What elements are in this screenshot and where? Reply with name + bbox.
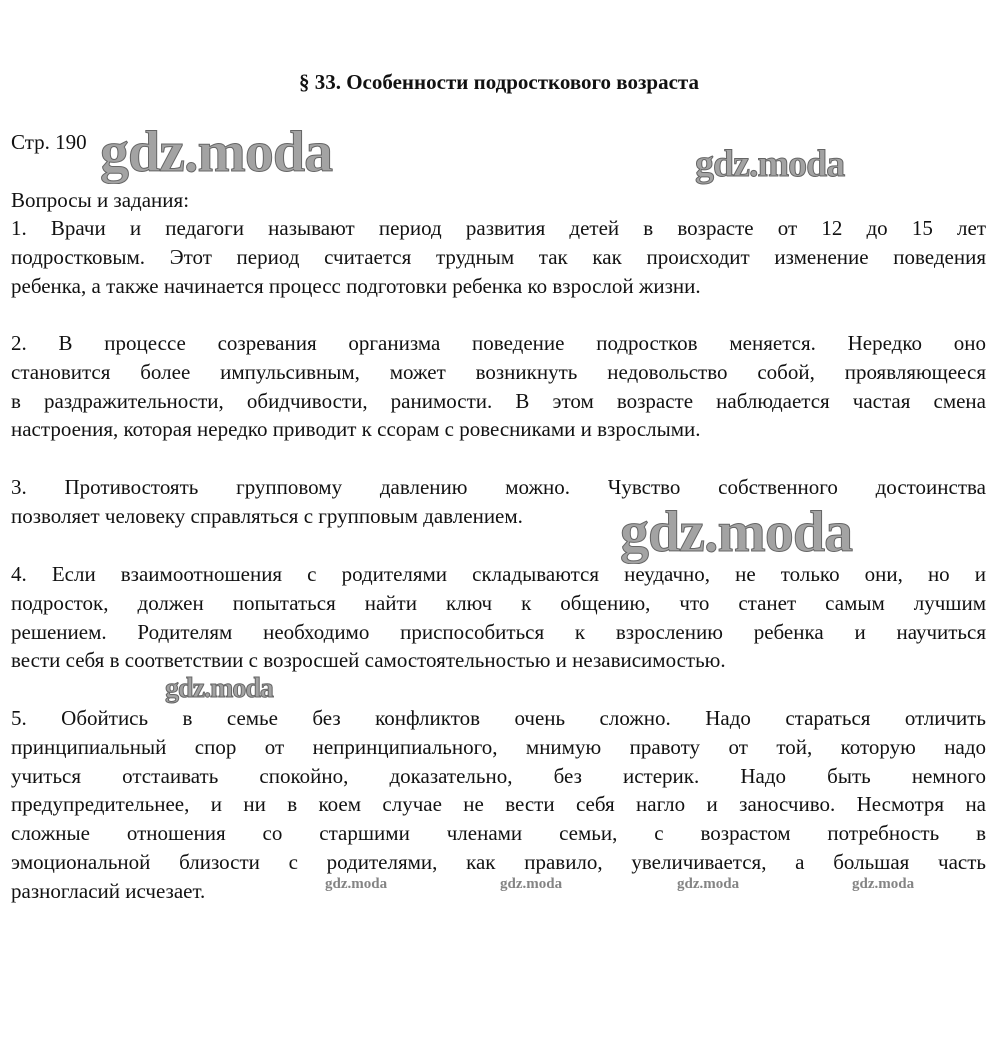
answer-5-line: эмоциональной близости с родителями, как правило, увеличивается, а большая часть [11,850,986,874]
answer-4-line: подросток, должен попытаться найти ключ к общению, что станет самым лучшим [11,590,986,615]
page-reference: Стр. 190 [11,130,87,154]
answer-1-line: 1. Врачи и педагоги называют период развития детей в возрасте от 12 до 15 лет [11,216,986,240]
answer-1-line: подростковым. Этот период считается трудным так как происходит изменение поведения [11,244,986,269]
answer-5-line: учиться отстаивать спокойно, доказательно, без истерик. Надо быть немного [11,763,986,788]
watermark: gdz.moda [695,143,845,185]
answer-3-line: позволяет человеку справляться с групповым давлением. [11,503,523,528]
answer-3-line: 3. Противостоять групповому давлению можно. Чувство собственного достоинства [11,475,986,499]
answer-5-line: сложные отношения со старшими членами семьи, с возрастом потребность в [11,821,986,846]
watermark: gdz.moda [677,876,740,892]
watermark: gdz.moda [325,876,388,892]
watermark: gdz.moda [620,499,853,564]
answer-4-line: 4. Если взаимоотношения с родителями складываются неудачно, не только они, но и [11,562,986,586]
answer-2-line: становится более импульсивным, может возникнуть недовольство собой, проявляющееся [11,359,986,384]
answer-2-line: 2. В процессе созревания организма поведение подростков меняется. Нередко оно [11,331,986,355]
page-title: § 33. Особенности подросткового возраста [298,70,700,94]
watermark: gdz.moda [100,119,333,184]
watermark: gdz.moda [165,673,273,704]
watermark: gdz.moda [500,876,563,892]
answer-5-line: предупредительнее, и ни в коем случае не вести себя нагло и заносчиво. Несмотря на [11,792,986,817]
section-heading: Вопросы и задания: [11,188,190,212]
answer-2-line: настроения, которая нередко приводит к ссорам с ровесниками и взрослыми. [11,417,701,442]
answer-2-line: в раздражительности, обидчивости, ранимости. В этом возрасте наблюдается частая смена [11,388,986,413]
answer-4-line: решением. Родителям необходимо приспособиться к взрослению ребенка и научиться [11,619,986,644]
answer-1-line: ребенка, а также начинается процесс подготовки ребенка ко взрослой жизни. [11,273,701,298]
answer-5-line: 5. Обойтись в семье без конфликтов очень сложно. Надо стараться отличить [11,706,986,730]
answer-5-line: разногласий исчезает. [11,878,206,903]
answer-4-line: вести себя в соответствии с возросшей самостоятельностью и независимостью. [11,648,726,673]
watermark: gdz.moda [852,876,915,892]
answer-5-line: принципиальный спор от непринципиального, мнимую правоту от той, которую надо [11,734,986,759]
